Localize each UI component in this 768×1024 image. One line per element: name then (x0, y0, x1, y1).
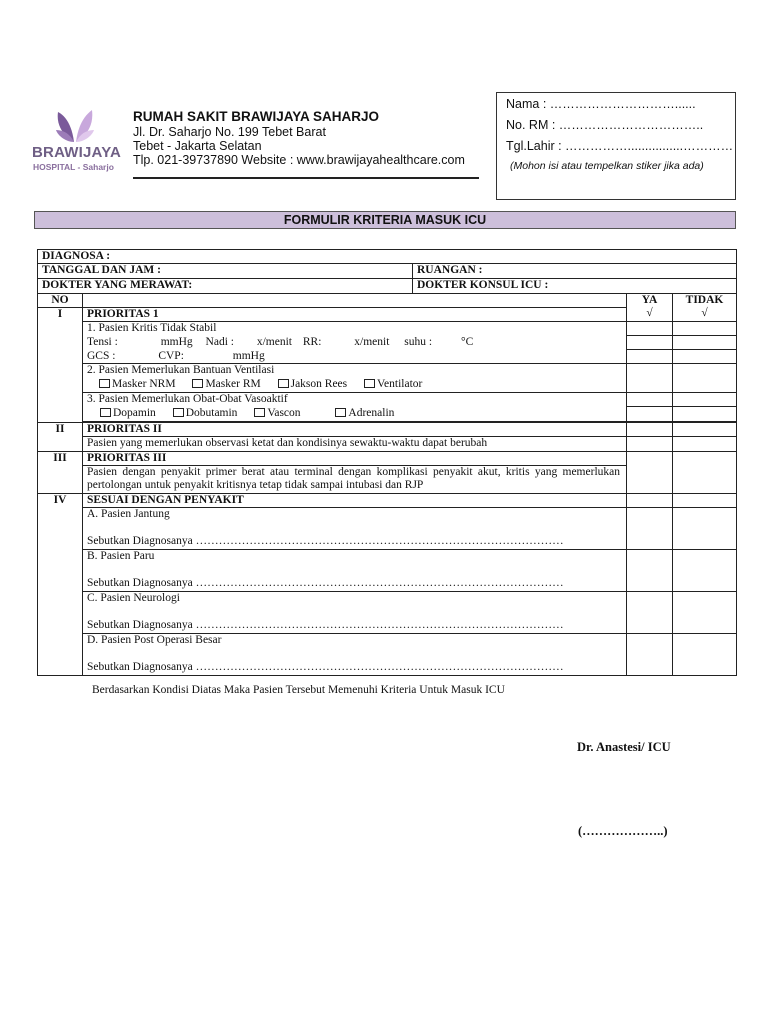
p4-item-c-tidak-cell[interactable] (673, 592, 737, 634)
p2-title-tidak-cell (673, 423, 737, 437)
patient-name-field[interactable]: Nama : …………………………...... (506, 97, 696, 111)
p4-title-ya-cell (627, 494, 673, 508)
patient-birthdate-field[interactable]: Tgl.Lahir : ……………................………… (506, 139, 734, 153)
p4-item-a-tidak-cell[interactable] (673, 508, 737, 550)
ya-label: YA (641, 294, 658, 306)
p1-vasoaktif-tidak-cell[interactable] (673, 407, 737, 422)
p2-text: Pasien yang memerlukan observasi ketat dan kondisinya sewaktu-waktu dapat berubah (83, 437, 627, 452)
option-label: Masker NRM (112, 377, 176, 390)
p4-item-c (83, 592, 627, 634)
p4-item-b-diagnosis[interactable]: Sebutkan Diagnosanya …………………………………………………………………………………… (87, 577, 564, 589)
hospital-address-1: Jl. Dr. Saharjo No. 199 Tebet Barat (133, 125, 326, 139)
form-title: FORMULIR KRITERIA MASUK ICU (34, 211, 736, 229)
sticker-note: (Mohon isi atau tempelkan stiker jika ada) (510, 160, 704, 172)
patient-rm-field[interactable]: No. RM : …………………………….. (506, 118, 704, 132)
option-label: Dobutamin (185, 406, 238, 419)
conclusion-statement: Berdasarkan Kondisi Diatas Maka Pasien Tersebut Memenuhi Kriteria Untuk Masuk ICU (92, 684, 505, 696)
logo-subtitle: HOSPITAL - Saharjo (33, 162, 114, 172)
tanggal-label[interactable]: TANGGAL DAN JAM : (38, 264, 413, 279)
p4-item-a-row (38, 508, 737, 550)
p3-ya-cell[interactable] (627, 452, 673, 494)
p3-title-row (38, 452, 737, 466)
p4-title: SESUAI DENGAN PENYAKIT (83, 494, 627, 508)
col-no-header: NO (38, 294, 83, 308)
date-room-row (38, 264, 737, 279)
p1-vitals (83, 336, 627, 350)
p1-vasoaktif-options (83, 407, 627, 422)
rr-unit: x/menit (354, 335, 390, 348)
option-ventilator[interactable] (364, 378, 422, 391)
option-label: Ventilator (377, 377, 423, 390)
col-ya-header (627, 294, 673, 322)
cvp-label: CVP: (158, 349, 184, 362)
p3-tidak-cell[interactable] (673, 452, 737, 494)
col-criteria-header (83, 294, 627, 308)
ya-check-mark: √ (646, 307, 653, 319)
signature-line[interactable]: (………………..) (578, 824, 668, 838)
nadi-label: Nadi : (205, 335, 234, 348)
column-header-row (38, 294, 737, 308)
p1-item2-label: 2. Pasien Memerlukan Bantuan Ventilasi (83, 364, 627, 378)
dokter-konsul-label[interactable]: DOKTER KONSUL ICU : (413, 279, 737, 294)
option-label: Vascon (267, 406, 301, 419)
p1-item1-tidak-cell[interactable] (673, 322, 737, 336)
butterfly-logo-icon (50, 106, 100, 146)
p4-item-b-ya-cell[interactable] (627, 550, 673, 592)
p1-gcs-ya-cell[interactable] (627, 350, 673, 364)
option-label: Dopamin (113, 406, 156, 419)
checkbox[interactable] (364, 379, 375, 388)
p1-vitals-row (38, 336, 737, 350)
p1-title: PRIORITAS 1 (83, 308, 627, 322)
tensi-unit: mmHg (160, 335, 193, 348)
p1-vitals-ya-cell[interactable] (627, 336, 673, 350)
p1-gcs-row (38, 350, 737, 364)
p4-item-a-ya-cell[interactable] (627, 508, 673, 550)
option-jakson-rees[interactable] (278, 378, 348, 391)
hospital-logo (32, 106, 124, 176)
p4-item-c-label: C. Pasien Neurologi (87, 592, 180, 604)
option-dopamin[interactable] (100, 407, 156, 420)
p4-number: IV (38, 494, 83, 676)
diagnosa-label[interactable]: DIAGNOSA : (38, 250, 737, 264)
p3-number: III (38, 452, 83, 494)
p4-item-c-row (38, 592, 737, 634)
p2-title: PRIORITAS II (83, 423, 627, 437)
checkbox[interactable] (100, 408, 111, 417)
ruangan-label[interactable]: RUANGAN : (413, 264, 737, 279)
p2-tidak-cell[interactable] (673, 437, 737, 452)
p2-number: II (38, 423, 83, 452)
p1-item2-ya-cell[interactable] (627, 364, 673, 393)
option-masker-rm[interactable] (192, 378, 260, 391)
option-vascon[interactable] (254, 407, 300, 420)
p1-item2-tidak-cell[interactable] (673, 364, 737, 393)
p2-title-row (38, 423, 737, 437)
hospital-address-2: Tebet - Jakarta Selatan (133, 139, 262, 153)
p1-item1-label: 1. Pasien Kritis Tidak Stabil (83, 322, 627, 336)
tensi-label: Tensi : (87, 335, 118, 348)
p4-item-a (83, 508, 627, 550)
p4-item-b (83, 550, 627, 592)
p2-title-ya-cell (627, 423, 673, 437)
p1-number: I (38, 308, 83, 423)
hospital-contact: Tlp. 021-39737890 Website : www.brawijayahealthcare.com (133, 153, 465, 167)
p1-item2-row (38, 364, 737, 378)
p1-item3-tidak-cell[interactable] (673, 393, 737, 407)
checkbox[interactable] (278, 379, 289, 388)
p1-gcs (83, 350, 627, 364)
cvp-unit: mmHg (232, 349, 265, 362)
signature-title: Dr. Anastesi/ ICU (577, 740, 671, 754)
col-tidak-header (673, 294, 737, 322)
nadi-unit: x/menit (256, 335, 292, 348)
option-label: Masker RM (205, 377, 261, 390)
tidak-label: TIDAK (685, 294, 724, 306)
suhu-unit: °C (460, 335, 474, 348)
p1-item3-row (38, 393, 737, 407)
checkbox[interactable] (254, 408, 265, 417)
p4-item-a-diagnosis[interactable]: Sebutkan Diagnosanya …………………………………………………………………………………… (87, 535, 564, 547)
p1-item1-ya-cell[interactable] (627, 322, 673, 336)
option-masker-nrm[interactable] (99, 378, 176, 391)
checkbox[interactable] (99, 379, 110, 388)
dokter-merawat-label[interactable]: DOKTER YANG MERAWAT: (38, 279, 413, 294)
p2-ya-cell[interactable] (627, 437, 673, 452)
checkbox[interactable] (335, 408, 346, 417)
hospital-header (133, 108, 465, 167)
option-label: Jakson Rees (290, 377, 348, 390)
icu-criteria-table (37, 249, 737, 676)
p1-vasoaktif-ya-cell[interactable] (627, 407, 673, 422)
p1-vasoaktif-row (38, 407, 737, 422)
p4-item-d-label: D. Pasien Post Operasi Besar (87, 634, 222, 646)
p4-item-d-tidak-cell[interactable] (673, 634, 737, 676)
p3-text: Pasien dengan penyakit primer berat atau terminal dengan komplikasi penyakit akut, kritis yang memerlukan pertolongan untuk penyakit kritisnya tetap tidak sampai intubasi dan RJP (83, 466, 627, 494)
gcs-label: GCS : (87, 349, 116, 362)
p4-item-d-row (38, 634, 737, 676)
hospital-name: RUMAH SAKIT BRAWIJAYA SAHARJO (133, 109, 380, 124)
p1-item3-label: 3. Pasien Memerlukan Obat-Obat Vasoaktif (83, 393, 627, 407)
tidak-check-mark: √ (701, 307, 708, 319)
header-divider (133, 177, 479, 179)
p1-item1-row (38, 322, 737, 336)
logo-name: BRAWIJAYA (32, 144, 122, 161)
p1-gcs-tidak-cell[interactable] (673, 350, 737, 364)
option-label: Adrenalin (348, 406, 395, 419)
suhu-label: suhu : (404, 335, 433, 348)
patient-identity-box (496, 92, 736, 200)
p1-item3-ya-cell[interactable] (627, 393, 673, 407)
option-dobutamin[interactable] (173, 407, 238, 420)
checkbox[interactable] (192, 379, 203, 388)
p4-item-b-row (38, 550, 737, 592)
p4-item-c-ya-cell[interactable] (627, 592, 673, 634)
p4-item-b-tidak-cell[interactable] (673, 550, 737, 592)
p2-text-row (38, 437, 737, 452)
p4-item-b-label: B. Pasien Paru (87, 550, 155, 562)
p4-item-d-diagnosis[interactable]: Sebutkan Diagnosanya …………………………………………………………………………………… (87, 661, 564, 673)
p4-item-c-diagnosis[interactable]: Sebutkan Diagnosanya …………………………………………………………………………………… (87, 619, 564, 631)
p4-item-d-ya-cell[interactable] (627, 634, 673, 676)
checkbox[interactable] (173, 408, 184, 417)
p1-vitals-tidak-cell[interactable] (673, 336, 737, 350)
p4-title-tidak-cell (673, 494, 737, 508)
p4-item-d (83, 634, 627, 676)
p4-item-a-label: A. Pasien Jantung (87, 508, 170, 520)
option-adrenalin[interactable] (335, 407, 394, 420)
rr-label: RR: (302, 335, 322, 348)
p1-ventilasi-options (83, 378, 627, 393)
p3-title: PRIORITAS III (83, 452, 627, 466)
doctor-row (38, 279, 737, 294)
p4-title-row (38, 494, 737, 508)
diagnosa-row (38, 250, 737, 264)
